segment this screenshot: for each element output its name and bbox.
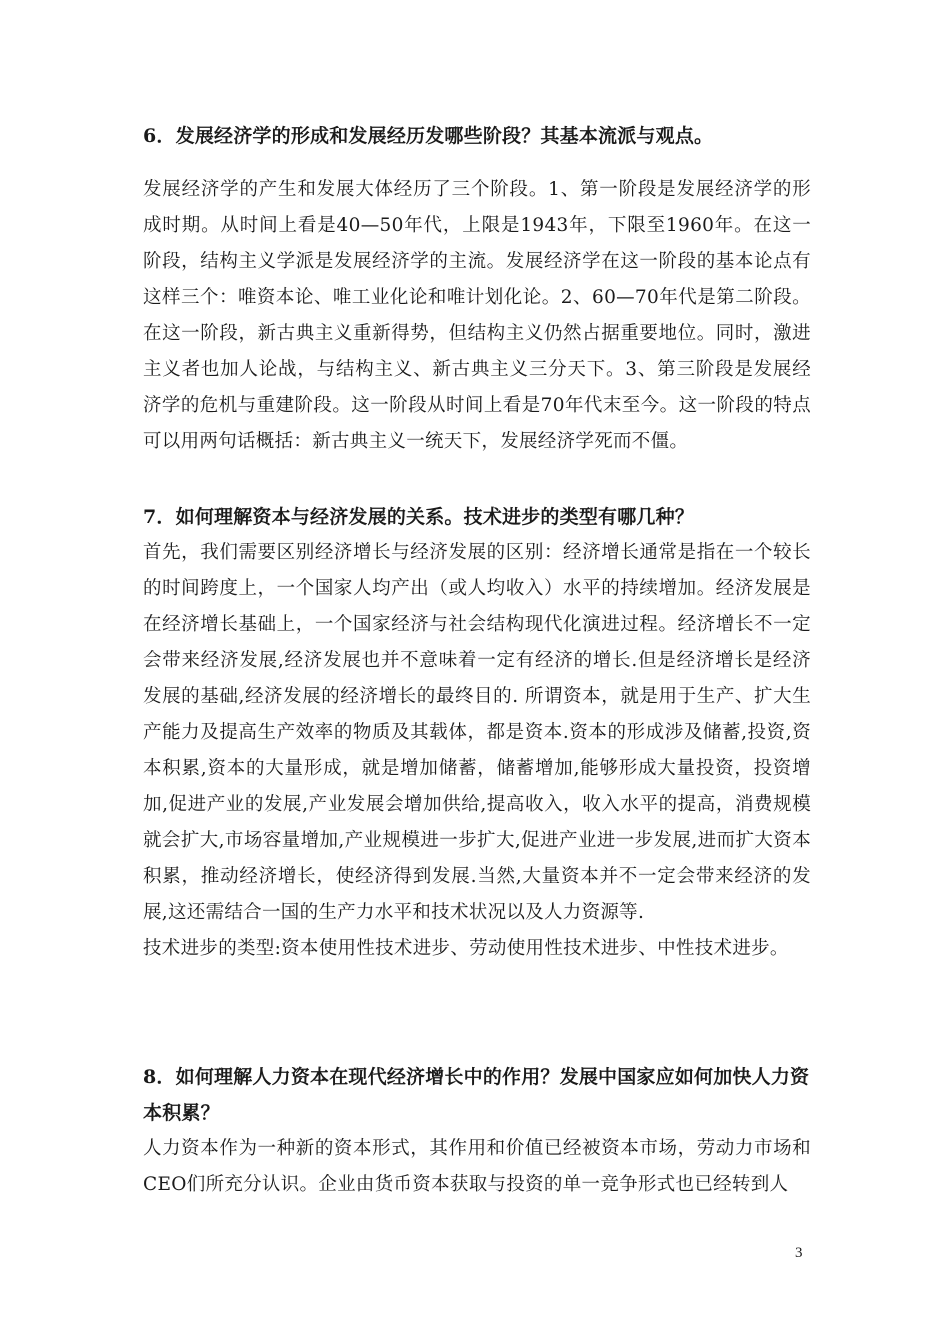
question-7-heading-text: 7．如何理解资本与经济发展的关系。技术进步的类型有哪几种？	[143, 506, 695, 528]
question-7-heading	[143, 499, 811, 535]
question-7-tech-types-text: 技术进步的类型:资本使用性技术进步、劳动使用性技术进步、中性技术进步。	[143, 938, 789, 959]
question-6-answer	[143, 172, 811, 460]
question-8-heading-text: 8．如何理解人力资本在现代经济增长中的作用？发展中国家应如何加快人力资本积累？	[143, 1066, 810, 1124]
question-6-heading	[143, 118, 811, 154]
question-6-answer-text: 发展经济学的产生和发展大体经历了三个阶段。1、第一阶段是发展经济学的形成时期。从时间上看是40—50年代，上限是1943年，下限至1960年。在这一阶段，结构主义学派是发展经济学的主流。发展经济学在这一阶段的基本论点有这样三个：唯资本论、唯工业化论和唯计划化论。2、60—70年代是第二阶段。在这一阶段，新古典主义重新得势，但结构主义仍然占据重要地位。同时，激进主义者也加人论战，与结构主义、新古典主义三分天下。3、第三阶段是发展经济学的危机与重建阶段。这一阶段从时间上看是70年代末至今。这一阶段的特点可以用两句话概括：新古典主义一统天下，发展经济学死而不僵。	[143, 179, 811, 452]
question-7-answer-text: 首先，我们需要区别经济增长与经济发展的区别：经济增长通常是指在一个较长的时间跨度上，一个国家人均产出（或人均收入）水平的持续增加。经济发展是在经济增长基础上，一个国家经济与社会结构现代化演进过程。经济增长不一定会带来经济发展,经济发展也并不意味着一定有经济的增长.但是经济增长是经济发展的基础,经济发展的经济增长的最终目的. 所谓资本，就是用于生产、扩大生产能力及提高生产效率的物质及其载体，都是资本.资本的形成涉及储蓄,投资,资本积累,资本的大量形成，就是增加储蓄，储蓄增加,能够形成大量投资，投资增加,促进产业的发展,产业发展会增加供给,提高收入，收入水平的提高，消费规模就会扩大,市场容量增加,产业规模进一步扩大,促进产业进一步发展,进而扩大资本积累，推动经济增长，使经济得到发展.当然,大量资本并不一定会带来经济的发展,这还需结合一国的生产力水平和技术状况以及人力资源等.	[143, 542, 811, 923]
question-6-heading-text: 6．发展经济学的形成和发展经历发哪些阶段？其基本流派与观点。	[143, 125, 714, 147]
question-8-answer-text: 人力资本作为一种新的资本形式，其作用和价值已经被资本市场，劳动力市场和CEO们所充分认识。企业由货币资本获取与投资的单一竞争形式也已经转到人	[143, 1138, 811, 1195]
question-7-answer	[143, 535, 811, 967]
question-8-heading	[143, 1059, 811, 1131]
question-8-answer	[143, 1131, 811, 1203]
page-number: 3	[795, 1245, 803, 1261]
